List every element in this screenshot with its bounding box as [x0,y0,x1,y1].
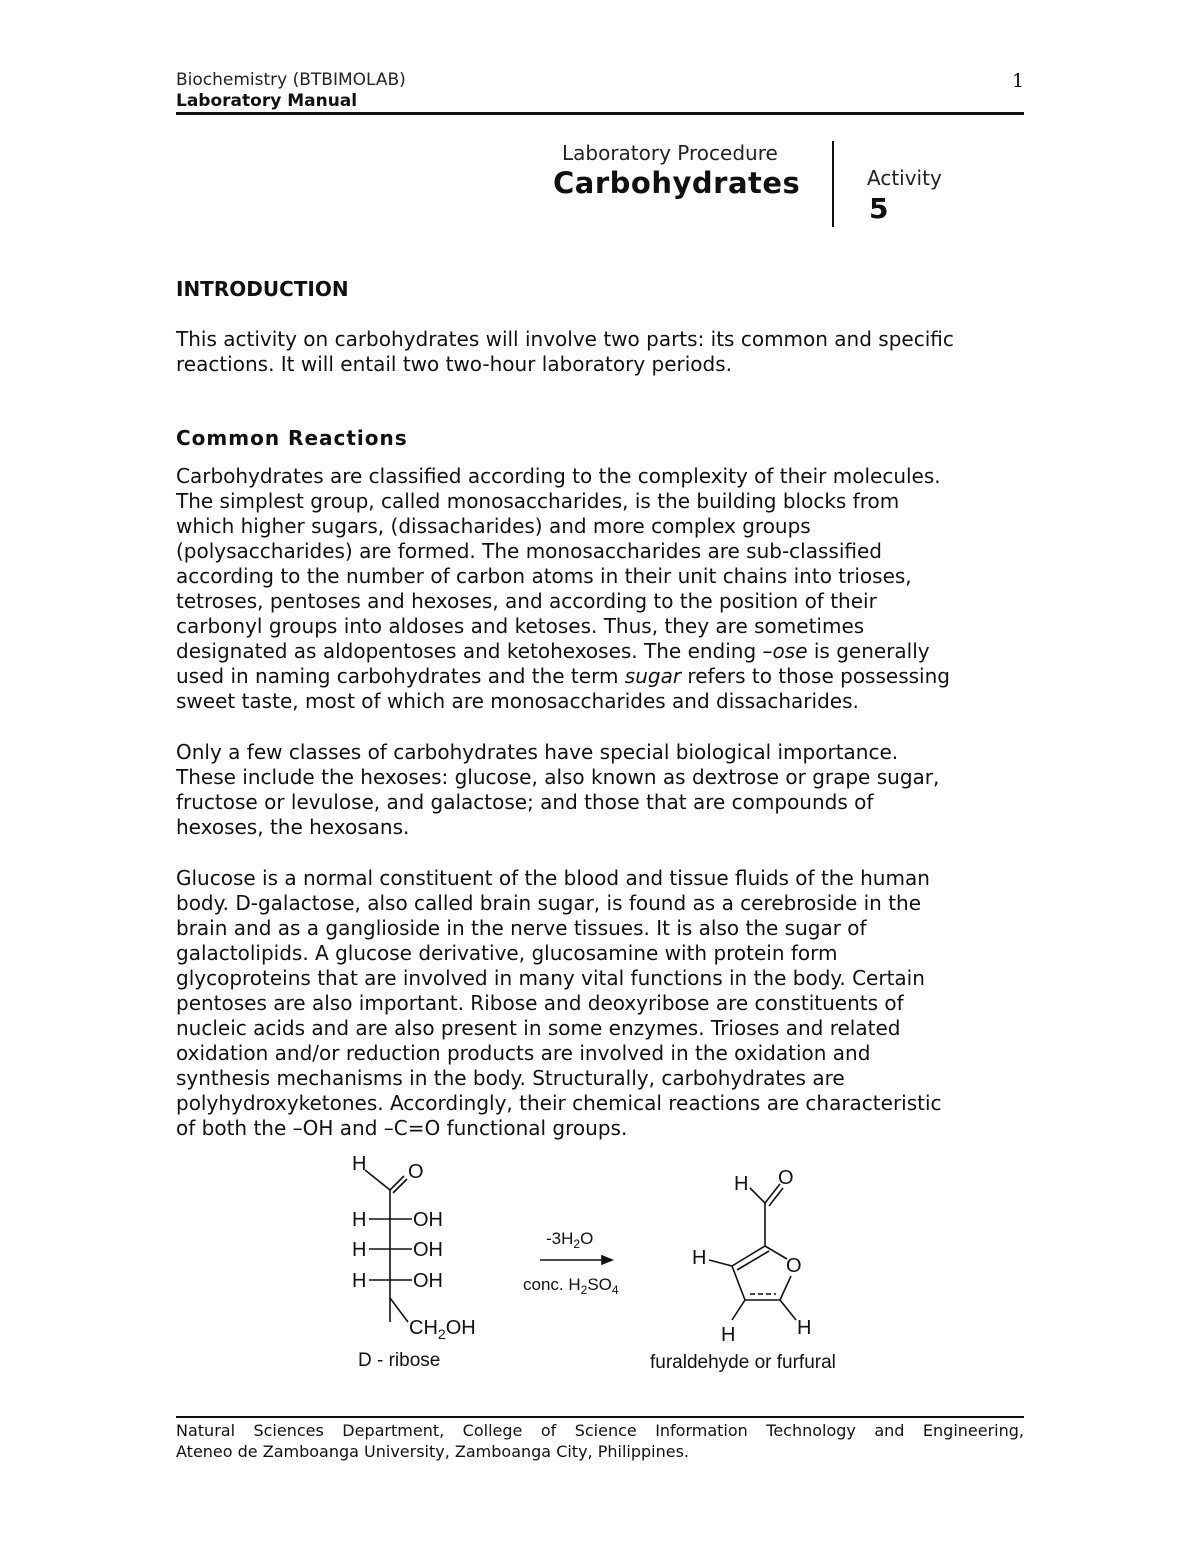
paragraph-line: oxidation and/or reduction products are involved in the oxidation and [176,1041,871,1065]
ribose-h-1: H [352,1209,367,1231]
introduction-heading: INTRODUCTION [176,277,349,301]
ribose-h-3: H [352,1270,367,1292]
paragraph-line: reactions. It will entail two two-hour laboratory periods. [176,352,733,376]
course-title: Biochemistry (BTBIMOLAB) [176,70,406,90]
common-reactions-heading: Common Reactions [176,426,408,450]
ch2oh-subscript: 2 [437,1326,446,1342]
ribose-to-furfural-reaction-diagram [320,1148,900,1388]
paragraph-line: according to the number of carbon atoms in their unit chains into trioses, [176,564,912,588]
furfural-aldehyde-h: H [734,1173,749,1195]
paragraph-line: tetroses, pentoses and hexoses, and according to the position of their [176,589,877,613]
paragraph-line: which higher sugars, (dissacharides) and more complex groups [176,514,811,538]
arrow-top-sub: 2 [573,1237,581,1251]
activity-label: Activity [867,166,942,190]
ribose-oh-1: OH [413,1209,443,1231]
manual-title: Laboratory Manual [176,91,358,111]
arrow-bottom-sub: 2 [580,1283,588,1297]
ch2oh-suffix: OH [445,1317,476,1339]
ribose-oh-3: OH [413,1270,443,1292]
furfural-h-bottom-right: H [797,1317,812,1339]
paragraph-line: Glucose is a normal constituent of the blood and tissue fluids of the human [176,866,930,890]
line-text: used in naming carbohydrates and the term [176,664,625,688]
footer-department: Natural Sciences Department, College of Science Information Technology and Engineering, [176,1421,1024,1440]
common-reactions-paragraph-3 [176,866,1026,1141]
paragraph-line: fructose or levulose, and galactose; and those that are compounds of [176,790,874,814]
paragraph-line: sweet taste, most of which are monosaccharides and dissacharides. [176,689,859,713]
paragraph-line: polyhydroxyketones. Accordingly, their chemical reactions are characteristic [176,1091,942,1115]
arrow-top-label [546,1229,593,1251]
arrow-bottom-label [523,1275,619,1297]
paragraph-line: nucleic acids and are also present in some enzymes. Trioses and related [176,1016,901,1040]
paragraph-line: hexoses, the hexosans. [176,815,410,839]
furfural-aldehyde-o: O [778,1167,794,1189]
line-text: refers to those possessing [681,664,950,688]
paragraph-line: These include the hexoses: glucose, also known as dextrose or grape sugar, [176,765,940,789]
ribose-aldehyde-o: O [408,1161,424,1183]
arrow-bottom-sub2: 4 [611,1283,619,1297]
ribose-caption: D - ribose [358,1350,441,1371]
arrow-bottom-suffix: SO [587,1275,612,1294]
paragraph-line: Only a few classes of carbohydrates have special biological importance. [176,740,899,764]
line-text: is generally [807,639,930,663]
paragraph-line: Carbohydrates are classified according to the complexity of their molecules. [176,464,941,488]
furfural-caption: furaldehyde or furfural [650,1352,836,1373]
common-reactions-paragraph-1 [176,464,1026,714]
footer-university: Ateneo de Zamboanga University, Zamboanga City, Philippines. [176,1442,690,1461]
paragraph-line: carbonyl groups into aldoses and ketoses. Thus, they are sometimes [176,614,865,638]
paragraph-line: (polysaccharides) are formed. The monosaccharides are sub-classified [176,539,882,563]
procedure-label: Laboratory Procedure [562,141,778,165]
ribose-oh-2: OH [413,1239,443,1261]
footer-divider [176,1416,1024,1418]
sugar-term: sugar [624,664,682,688]
paragraph-line: body. D-galactose, also called brain sugar, is found as a cerebroside in the [176,891,922,915]
arrow-top-text: -3H [546,1229,574,1248]
arrow-top-suffix: O [580,1229,594,1248]
paragraph-line: The simplest group, called monosaccharides, is the building blocks from [176,489,900,513]
title-divider [832,141,834,227]
arrow-bottom-text: conc. H [523,1275,581,1294]
line-text: designated as aldopentoses and ketohexoses. The ending [176,639,763,663]
ribose-aldehyde-h: H [352,1153,367,1175]
paragraph-line: glycoproteins that are involved in many vital functions in the body. Certain [176,966,925,990]
furfural-h-left: H [692,1247,707,1269]
ch2oh-prefix: CH [409,1317,438,1339]
common-reactions-paragraph-2 [176,740,1026,840]
paragraph-line: of both the –OH and –C=O functional groups. [176,1116,628,1140]
paragraph-line: brain and as a ganglioside in the nerve tissues. It is also the sugar of [176,916,867,940]
paragraph-line: galactolipids. A glucose derivative, glucosamine with protein form [176,941,838,965]
introduction-paragraph [176,327,1026,377]
paragraph-line: This activity on carbohydrates will involve two parts: its common and specific [176,327,954,351]
paragraph-line [176,664,1026,689]
page-title: Carbohydrates [553,166,801,200]
ose-suffix: –ose [762,639,808,663]
header-divider [176,112,1024,115]
ribose-ch2oh [409,1317,476,1342]
paragraph-line [176,639,1026,664]
furfural-h-bottom-left: H [721,1324,736,1346]
paragraph-line: synthesis mechanisms in the body. Structurally, carbohydrates are [176,1066,845,1090]
activity-number: 5 [869,192,889,225]
paragraph-line: pentoses are also important. Ribose and deoxyribose are constituents of [176,991,904,1015]
ribose-h-2: H [352,1239,367,1261]
furfural-ring-o: O [786,1255,802,1277]
page-number: 1 [1012,70,1025,92]
